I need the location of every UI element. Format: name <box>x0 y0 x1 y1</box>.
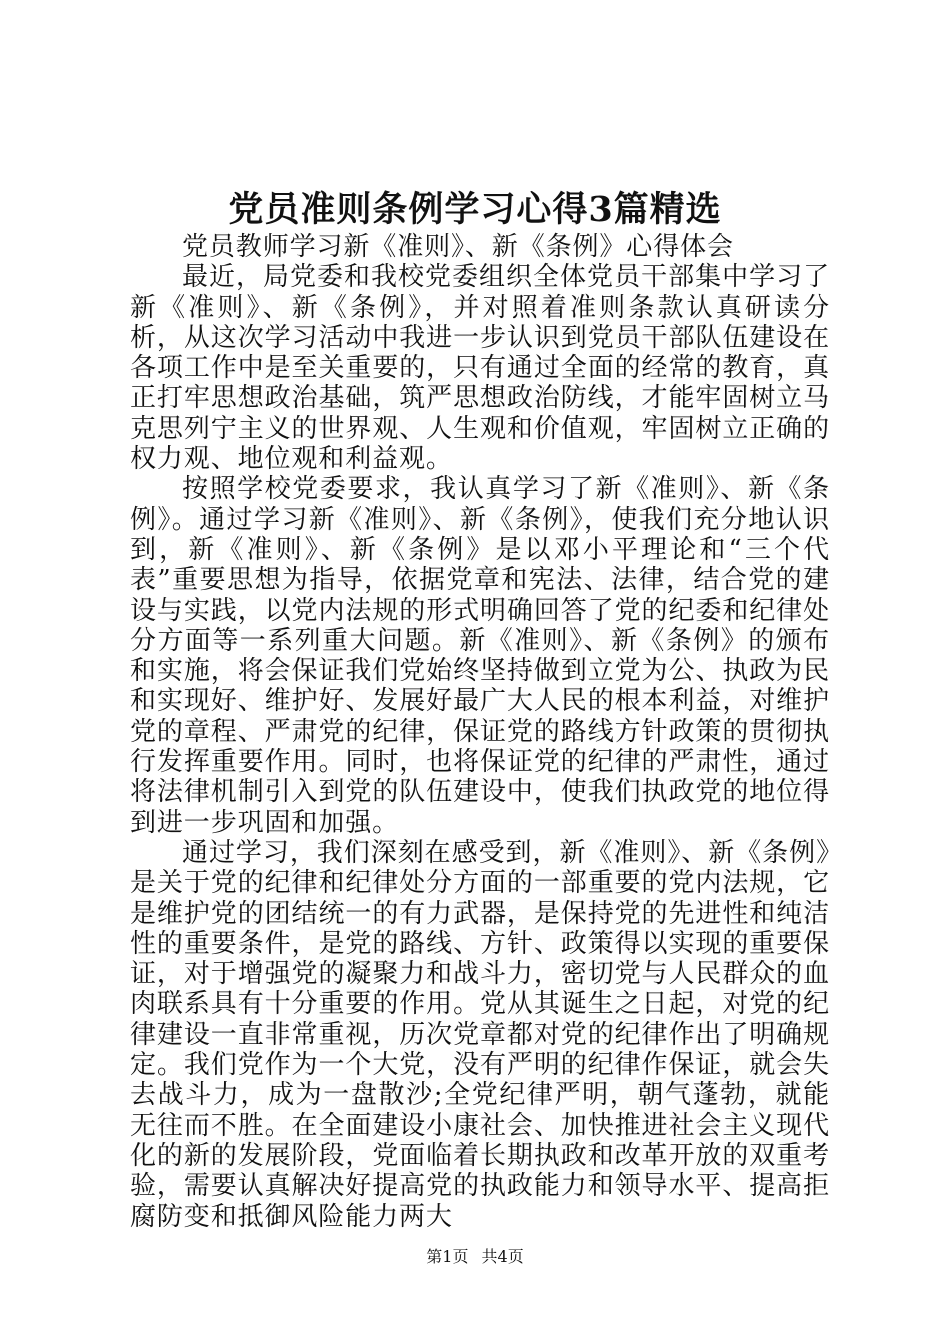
paragraph: 按照学校党委要求，我认真学习了新《准则》、新《条例》。通过学习新《准则》、新《条例》，使我们充分地认识到，新《准则》、新《条例》是以邓小平理论和“三个代表”重要思想为指导，依据党章和宪法、法律，结合党的建设与实践，以党内法规的形式明确回答了党的纪委和纪律处分方面等一系列重大问题。新《准则》、新《条例》的颁布和实施，将会保证我们党始终坚持做到立党为公、执政为民和实现好、维护好、发展好最广大人民的根本利益，对维护党的章程、严肃党的纪律，保证党的路线方针政策的贯彻执行发挥重要作用。同时，也将保证党的纪律的严肃性，通过将法律机制引入到党的队伍建设中，使我们执政党的地位得到进一步巩固和加强。 <box>130 474 830 838</box>
paragraph: 通过学习，我们深刻在感受到，新《准则》、新《条例》是关于党的纪律和纪律处分方面的一部重要的党内法规，它是维护党的团结统一的有力武器，是保持党的先进性和纯洁性的重要条件，是党的路线、方针、政策得以实现的重要保证，对于增强党的凝聚力和战斗力，密切党与人民群众的血肉联系具有十分重要的作用。党从其诞生之日起，对党的纪律建设一直非常重视，历次党章都对党的纪律作出了明确规定。我们党作为一个大党，没有严明的纪律作保证，就会失去战斗力，成为一盘散沙;全党纪律严明，朝气蓬勃，就能无往而不胜。在全面建设小康社会、加快推进社会主义现代化的新的发展阶段，党面临着长期执政和改革开放的双重考验，需要认真解决好提高党的执政能力和领导水平、提高拒腐防变和抵御风险能力两大 <box>130 837 830 1232</box>
document-body <box>130 232 830 1232</box>
page-number: 第1页 <box>426 1247 469 1266</box>
page-total: 共4页 <box>481 1247 524 1266</box>
page-footer <box>0 1246 950 1268</box>
document-title: 党员准则条例学习心得3篇精选 <box>228 189 722 230</box>
paragraph: 最近，局党委和我校党委组织全体党员干部集中学习了新《准则》、新《条例》，并对照着准则条款认真研读分析，从这次学习活动中我进一步认识到党员干部队伍建设在各项工作中是至关重要的，只有通过全面的经常的教育，真正打牢思想政治基础，筑严思想政治防线，才能牢固树立马克思列宁主义的世界观、人生观和价值观，牢固树立正确的权力观、地位观和利益观。 <box>130 262 830 475</box>
document-subtitle: 党员教师学习新《准则》、新《条例》心得体会 <box>182 232 734 262</box>
